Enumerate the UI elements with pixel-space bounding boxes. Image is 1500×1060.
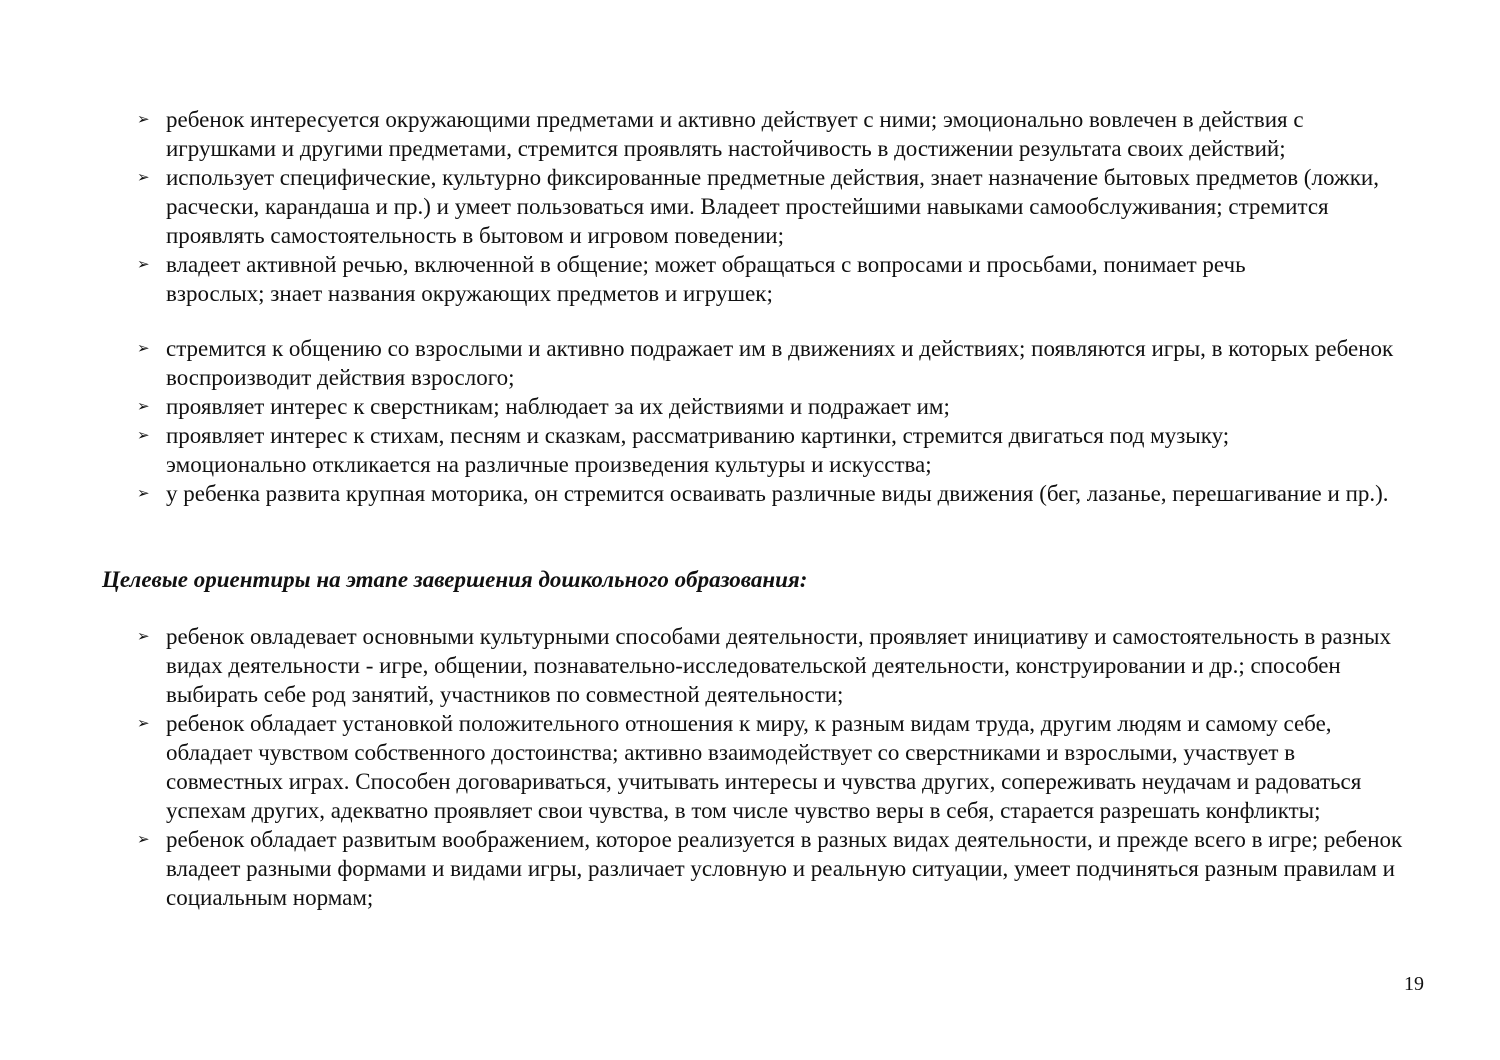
- list-item-text: проявляет интерес к стихам, песням и сказкам, рассматриванию картинки, стремится двигаться под музыку; эмоционально откликается на различные произведения культуры и искусства;: [166, 423, 1230, 477]
- section-heading: Целевые ориентиры на этапе завершения дошкольного образования:: [102, 567, 808, 592]
- list-item-text: ребенок обладает развитым воображением, которое реализуется в разных видах деятельности, и прежде всего в игре; ребенок владеет разными формами и видами игры, различает условную и реальную ситуации, умеет подчиняться разным правилам и социальным нормам;: [166, 827, 1403, 910]
- list-item: [137, 421, 1437, 479]
- arrow-bullet-icon: ➢: [137, 397, 150, 415]
- list-item-text: использует специфические, культурно фиксированные предметные действия, знает назначение бытовых предметов (ложки, расчески, карандаша и пр.) и умеет пользоваться ими. Владеет простейшими навыками самообслуживания; стремится проявлять самостоятельность в бытовом и игровом поведении;: [166, 165, 1379, 248]
- list-item-text: владеет активной речью, включенной в общение; может обращаться с вопросами и просьбами, понимает речь взрослых; знает названия окружающих предметов и игрушек;: [166, 252, 1246, 306]
- arrow-bullet-icon: ➢: [137, 426, 150, 444]
- arrow-bullet-icon: ➢: [137, 339, 150, 357]
- list-item-text: стремится к общению со взрослыми и активно подражает им в движениях и действиях; появляются игры, в которых ребенок воспроизводит действия взрослого;: [166, 336, 1394, 390]
- list-item-text: проявляет интерес к сверстникам; наблюдает за их действиями и подражает им;: [166, 394, 950, 419]
- list-item: [137, 105, 1437, 163]
- list-item: [137, 479, 1437, 508]
- list-item: [137, 250, 1437, 308]
- arrow-bullet-icon: ➢: [137, 168, 150, 186]
- arrow-bullet-icon: ➢: [137, 484, 150, 502]
- list-item-text: ребенок овладевает основными культурными способами деятельности, проявляет инициативу и самостоятельность в разных видах деятельности - игре, общении, познавательно-исследовательской деятельности, конструировании и др.; способен выбирать себе род занятий, участников по совместной деятельности;: [166, 624, 1392, 707]
- arrow-bullet-icon: ➢: [137, 627, 150, 645]
- list-item-text: ребенок интересуется окружающими предметами и активно действует с ними; эмоционально вовлечен в действия с игрушками и другими предметами, стремится проявлять настойчивость в достижении результата своих действий;: [166, 107, 1304, 161]
- bullet-list-early-age-continued: [137, 334, 1437, 508]
- list-item-text: ребенок обладает установкой положительного отношения к миру, к разным видам труда, другим людям и самому себе, обладает чувством собственного достоинства; активно взаимодействует со сверстниками и взрослыми, участвует в совместных играх. Способен договариваться, учитывать интересы и чувства других, сопереживать неудачам и радоваться успехам других, адекватно проявляет свои чувства, в том числе чувство веры в себя, старается разрешать конфликты;: [166, 711, 1362, 823]
- arrow-bullet-icon: ➢: [137, 110, 150, 128]
- arrow-bullet-icon: ➢: [137, 714, 150, 732]
- page-number: 19: [1404, 973, 1424, 995]
- list-item: [137, 392, 1437, 421]
- list-item-text: у ребенка развита крупная моторика, он стремится осваивать различные виды движения (бег, лазанье, перешагивание и пр.).: [166, 481, 1389, 506]
- list-item: [137, 825, 1437, 912]
- list-item: [137, 334, 1437, 392]
- arrow-bullet-icon: ➢: [137, 830, 150, 848]
- bullet-list-preschool-completion: [137, 622, 1437, 912]
- list-item: [137, 163, 1437, 250]
- list-item: [137, 709, 1437, 825]
- bullet-list-early-age: [137, 105, 1437, 308]
- list-item: [137, 622, 1437, 709]
- arrow-bullet-icon: ➢: [137, 255, 150, 273]
